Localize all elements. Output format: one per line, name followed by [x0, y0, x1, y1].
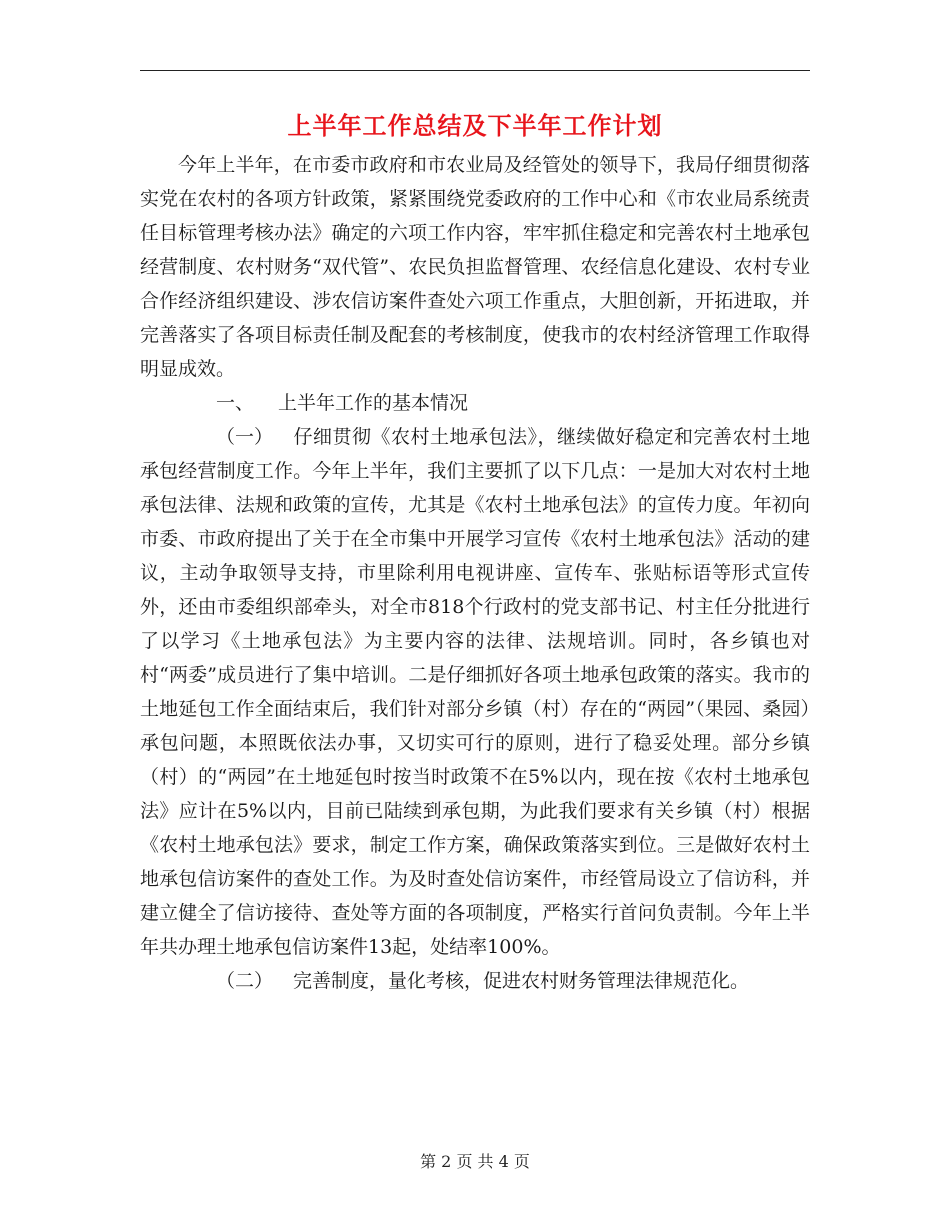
- footer-page-number: 2: [441, 1152, 452, 1171]
- item-2-number: （二）: [216, 970, 274, 992]
- intro-paragraph: 今年上半年，在市委市政府和市农业局及经管处的领导下，我局仔细贯彻落实党在农村的各项方针政策，紧紧围绕党委政府的工作中心和《市农业局系统责任目标管理考核办法》确定的六项工作内容，牢牢抓住稳定和完善农村土地承包经营制度、农村财务“双代管”、农民负担监督管理、农经信息化建设、农村专业合作经济组织建设、涉农信访案件查处六项工作重点，大胆创新，开拓进取，并完善落实了各项目标责任制及配套的考核制度，使我市的农村经济管理工作取得明显成效。: [140, 154, 810, 380]
- page-footer: [0, 1150, 950, 1174]
- document-body: [140, 148, 810, 998]
- item-1-paragraph: [140, 420, 810, 964]
- document-title: 上半年工作总结及下半年工作计划: [287, 111, 663, 140]
- header-rule: [140, 70, 810, 71]
- section-heading-text: 上半年工作的基本情况: [278, 392, 469, 414]
- item-1-number: （一）: [216, 426, 274, 448]
- item-2-text: 完善制度，量化考核，促进农村财务管理法律规范化。: [293, 970, 750, 992]
- item-1-text: 仔细贯彻《农村土地承包法》，继续做好稳定和完善农村土地承包经营制度工作。今年上半年，我们主要抓了以下几点：一是加大对农村土地承包法律、法规和政策的宣传，尤其是《农村土地承包法》的宣传力度。年初向市委、市政府提出了关于在全市集中开展学习宣传《农村土地承包法》活动的建议，主动争取领导支持，市里除利用电视讲座、宣传车、张贴标语等形式宣传外，还由市委组织部牵头，对全市818个行政村的党支部书记、村主任分批进行了以学习《土地承包法》为主要内容的法律、法规培训。同时，各乡镇也对村“两委”成员进行了集中培训。二是仔细抓好各项土地承包政策的落实。我市的土地延包工作全面结束后，我们针对部分乡镇（村）存在的“两园”（果园、桑园）承包问题，本照既依法办事，又切实可行的原则，进行了稳妥处理。部分乡镇（村）的“两园”在土地延包时按当时政策不在5%以内，现在按《农村土地承包法》应计在5%以内，目前已陆续到承包期，为此我们要求有关乡镇（村）根据《农村土地承包法》要求，制定工作方案，确保政策落实到位。三是做好农村土地承包信访案件的查处工作。为及时查处信访案件，市经管局设立了信访科，并建立健全了信访接待、查处等方面的各项制度，严格实行首问负责制。今年上半年共办理土地承包信访案件13起，处结率100%。: [140, 426, 810, 958]
- footer-middle: 页 共: [456, 1152, 494, 1171]
- footer-prefix: 第: [420, 1152, 437, 1171]
- section-number: 一、: [216, 392, 255, 414]
- footer-suffix: 页: [513, 1152, 530, 1171]
- section-heading: [140, 386, 810, 420]
- item-2-paragraph: [140, 964, 810, 998]
- footer-total-pages: 4: [498, 1152, 509, 1171]
